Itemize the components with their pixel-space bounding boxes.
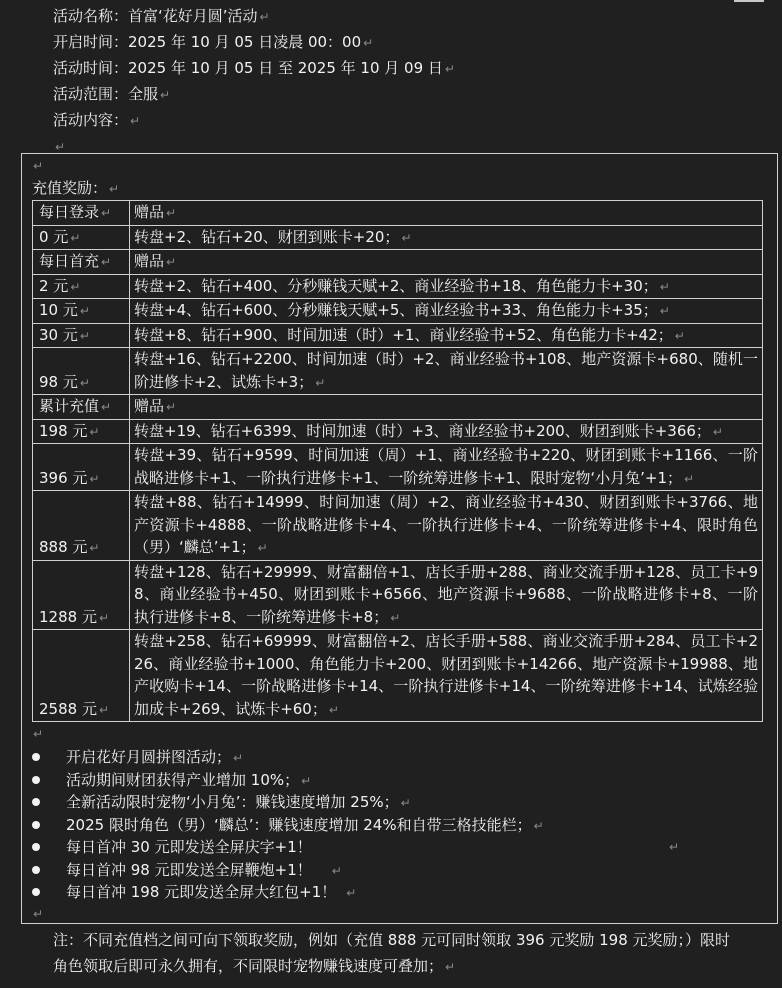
bullet-dot-icon [32,798,40,806]
bullet-dot-icon [32,888,40,896]
activity-content-line: 活动内容： ↵ [53,111,141,129]
tier-cell: 98 元 ↵ [33,348,130,395]
table-row [33,225,763,250]
table-row [33,274,763,299]
tier-cell: 1288 元 ↵ [33,560,130,630]
bullet-item: 开启花好月圆拼图活动； ↵ [32,746,544,769]
table-row [33,630,763,722]
gift-cell: 转盘+2、钻石+20、财团到账卡+20； ↵ [130,225,763,250]
bullet-item: 活动期间财团获得产业增加 10%； ↵ [32,769,544,792]
footnote: 注：不同充值档之间可向下领取奖励，例如（充值 888 元可同时领取 396 元奖励 198 元奖励；）限时角色领取后即可永久拥有，不同限时宠物赚钱速度可叠加； ↵ [53,931,731,975]
bullet-item: 每日首冲 98 元即发送全屏鞭炮+1！ ↵ [32,859,544,882]
bullet-dot-icon [32,776,40,784]
bullet-item: 全新活动限时宠物‘小月兔’：赚钱速度增加 25%； ↵ [32,791,544,814]
reward-box [21,153,778,924]
table-row [33,444,763,491]
gift-cell: 转盘+8、钻石+900、时间加速（时）+1、商业经验书+52、角色能力卡+42； ↵ [130,323,763,348]
bullet-item: 每日首冲 198 元即发送全屏大红包+1！ ↵ [32,881,544,904]
gift-header-cell: 赠品 ↵ [130,250,763,275]
tier-cell: 888 元 ↵ [33,491,130,561]
activity-header [53,3,455,159]
tier-cell: 2 元 ↵ [33,274,130,299]
table-row [33,299,763,324]
bullet-item: 每日首冲 30 元即发送全屏庆字+1！ ↵ [32,836,544,859]
bullet-list [32,746,680,904]
bullet-dot-icon [32,753,40,761]
table-row [33,560,763,630]
gift-cell: 转盘+19、钻石+6399、时间加速（时）+3、商业经验书+200、财团到账卡+366； ↵ [130,419,763,444]
section-title-cell: 每日登录 ↵ [33,201,130,226]
empty-paragraph: ↵ [33,907,44,921]
gift-cell: 转盘+2、钻石+400、分秒赚钱天赋+2、商业经验书+18、角色能力卡+30； ↵ [130,274,763,299]
activity-time-line: 活动时间：2025 年 10 月 05 日 至 2025 年 10 月 09 日 ↵ [53,59,455,77]
gift-cell: 转盘+128、钻石+29999、财富翻倍+1、店长手册+288、商业交流手册+128、员工卡+98、商业经验书+450、财团到账卡+6566、地产资源卡+9688、一阶战略进修卡+8、一阶执行进修卡+8、一阶统筹进修卡+8； ↵ [130,560,763,630]
bullet-dot-icon [32,821,40,829]
section-title-cell: 每日首充 ↵ [33,250,130,275]
table-row [33,323,763,348]
tier-cell: 0 元 ↵ [33,225,130,250]
tier-cell: 2588 元 ↵ [33,630,130,722]
table-row [33,348,763,395]
table-section-header [33,395,763,420]
table-section-header [33,201,763,226]
gift-cell: 转盘+88、钻石+14999、时间加速（周）+2、商业经验书+430、财团到账卡+3766、地产资源卡+4888、一阶战略进修卡+4、一阶执行进修卡+4、一阶统筹进修卡+4、限时角色（男）‘麟总’+1； ↵ [130,491,763,561]
section-title-cell: 累计充值 ↵ [33,395,130,420]
bullet-item: 2025 限时角色（男）‘麟总’：赚钱速度增加 24%和自带三格技能栏； ↵ [32,814,544,837]
empty-paragraph: ↵ [33,159,44,173]
bullet-dot-icon [32,843,40,851]
tier-cell: 30 元 ↵ [33,323,130,348]
gift-cell: 转盘+39、钻石+9599、时间加速（周）+1、商业经验书+220、财团到账卡+1166、一阶战略进修卡+1、一阶执行进修卡+1、一阶统筹进修卡+1、限时宠物‘小月兔’+1； ↵ [130,444,763,491]
gift-header-cell: 赠品 ↵ [130,395,763,420]
gift-header-cell: 赠品 ↵ [130,201,763,226]
table-section-header [33,250,763,275]
gift-cell: 转盘+16、钻石+2200、时间加速（时）+2、商业经验书+108、地产资源卡+680、随机一阶进修卡+2、试炼卡+3； ↵ [130,348,763,395]
gift-cell: 转盘+4、钻石+600、分秒赚钱天赋+5、商业经验书+33、角色能力卡+35； ↵ [130,299,763,324]
activity-scope-line: 活动范围：全服 ↵ [53,85,171,103]
tier-cell: 10 元 ↵ [33,299,130,324]
reward-title: 充值奖励： ↵ [32,179,120,197]
table-row [33,419,763,444]
top-edge-line [734,0,764,2]
table-row [33,491,763,561]
open-time-line: 开启时间：2025 年 10 月 05 日凌晨 00：00 ↵ [53,33,374,51]
reward-table [32,200,763,722]
activity-name-line: 活动名称：首富‘花好月圆’活动 ↵ [53,7,270,25]
gift-cell: 转盘+258、钻石+69999、财富翻倍+2、店长手册+588、商业交流手册+284、员工卡+226、商业经验书+1000、角色能力卡+200、财团到账卡+14266、地产资源卡+19988、地产收购卡+14、一阶战略进修卡+14、一阶执行进修卡+14、一阶统筹进修卡+14、试炼经验加成卡+269、试炼卡+60； ↵ [130,630,763,722]
tier-cell: 396 元 ↵ [33,444,130,491]
tier-cell: 198 元 ↵ [33,419,130,444]
bullet-dot-icon [32,866,40,874]
empty-paragraph: ↵ [33,727,44,741]
empty-paragraph: ↵ [55,140,66,154]
